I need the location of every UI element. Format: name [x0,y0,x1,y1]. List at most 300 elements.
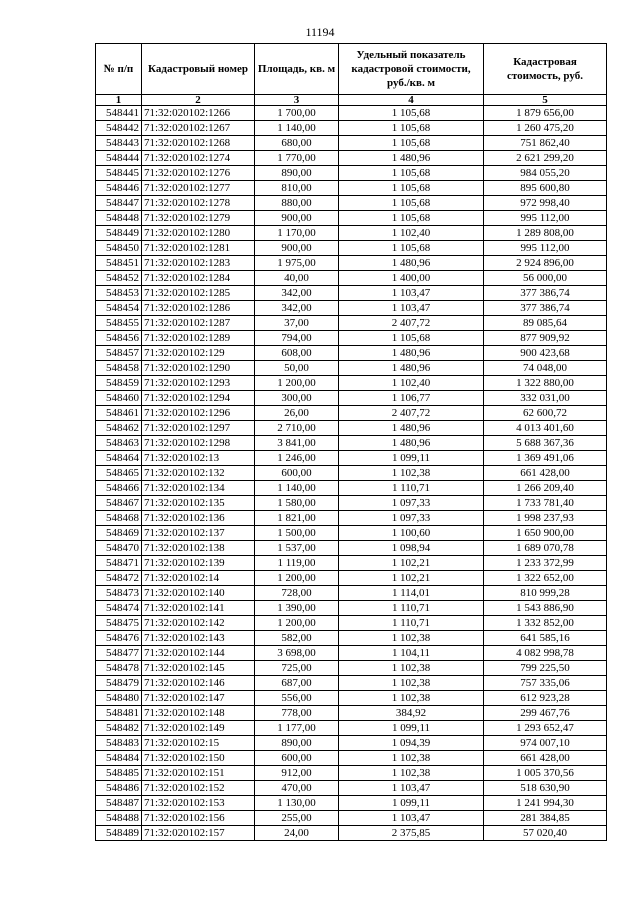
table-row [96,151,607,166]
unit-value-cell: 1 102,38 [339,751,484,766]
header-cadastral-value: Кадастровая стоимость, руб. [484,44,607,95]
table-row [96,421,607,436]
unit-value-cell: 1 105,68 [339,211,484,226]
cadastral-value-cell: 641 585,16 [484,631,607,646]
unit-value-cell: 1 104,11 [339,646,484,661]
cadastral-number-cell: 71:32:020102:1289 [142,331,255,346]
area-cell: 1 140,00 [255,121,339,136]
table-row [96,391,607,406]
cadastral-value-cell: 895 600,80 [484,181,607,196]
row-number-cell: 548482 [96,721,142,736]
cadastral-number-cell: 71:32:020102:147 [142,691,255,706]
cadastral-value-cell: 2 924 896,00 [484,256,607,271]
row-number-cell: 548476 [96,631,142,646]
cadastral-number-cell: 71:32:020102:144 [142,646,255,661]
cadastral-number-cell: 71:32:020102:1290 [142,361,255,376]
cadastral-value-cell: 332 031,00 [484,391,607,406]
cadastral-value-cell: 299 467,76 [484,706,607,721]
cadastral-value-cell: 984 055,20 [484,166,607,181]
cadastral-number-cell: 71:32:020102:145 [142,661,255,676]
cadastral-value-cell: 1 998 237,93 [484,511,607,526]
unit-value-cell: 1 102,38 [339,631,484,646]
cadastral-value-cell: 810 999,28 [484,586,607,601]
cadastral-value-cell: 900 423,68 [484,346,607,361]
row-number-cell: 548460 [96,391,142,406]
table-row [96,301,607,316]
cadastral-number-cell: 71:32:020102:1266 [142,106,255,121]
area-cell: 728,00 [255,586,339,601]
table-row [96,436,607,451]
row-number-cell: 548465 [96,466,142,481]
row-number-cell: 548466 [96,481,142,496]
row-number-cell: 548487 [96,796,142,811]
unit-value-cell: 2 407,72 [339,316,484,331]
table-row [96,406,607,421]
area-cell: 24,00 [255,826,339,841]
area-cell: 3 841,00 [255,436,339,451]
cadastral-value-cell: 751 862,40 [484,136,607,151]
table-row [96,271,607,286]
table-row [96,481,607,496]
unit-value-cell: 1 098,94 [339,541,484,556]
cadastral-value-cell: 4 013 401,60 [484,421,607,436]
cadastral-number-cell: 71:32:020102:1274 [142,151,255,166]
row-number-cell: 548477 [96,646,142,661]
area-cell: 1 177,00 [255,721,339,736]
table-row [96,766,607,781]
row-number-cell: 548489 [96,826,142,841]
unit-value-cell: 2 375,85 [339,826,484,841]
area-cell: 40,00 [255,271,339,286]
cadastral-number-cell: 71:32:020102:1284 [142,271,255,286]
area-cell: 342,00 [255,286,339,301]
area-cell: 1 390,00 [255,601,339,616]
area-cell: 26,00 [255,406,339,421]
cadastral-number-cell: 71:32:020102:150 [142,751,255,766]
table-row [96,181,607,196]
area-cell: 900,00 [255,211,339,226]
table-row [96,826,607,841]
unit-value-cell: 1 102,21 [339,571,484,586]
unit-value-cell: 1 102,40 [339,376,484,391]
cadastral-value-cell: 1 241 994,30 [484,796,607,811]
row-number-cell: 548458 [96,361,142,376]
area-cell: 50,00 [255,361,339,376]
row-number-cell: 548463 [96,436,142,451]
page-number: 11194 [305,25,335,39]
area-cell: 1 200,00 [255,376,339,391]
area-cell: 890,00 [255,166,339,181]
cadastral-number-cell: 71:32:020102:151 [142,766,255,781]
row-number-cell: 548484 [96,751,142,766]
unit-value-cell: 1 103,47 [339,301,484,316]
area-cell: 810,00 [255,181,339,196]
row-number-cell: 548445 [96,166,142,181]
cadastral-value-cell: 74 048,00 [484,361,607,376]
table-row [96,511,607,526]
unit-value-cell: 1 099,11 [339,451,484,466]
unit-value-cell: 1 110,71 [339,481,484,496]
row-number-cell: 548450 [96,241,142,256]
column-number: 2 [142,95,255,106]
cadastral-value-cell: 56 000,00 [484,271,607,286]
row-number-cell: 548480 [96,691,142,706]
table-row [96,676,607,691]
cadastral-number-cell: 71:32:020102:1297 [142,421,255,436]
row-number-cell: 548457 [96,346,142,361]
cadastral-number-cell: 71:32:020102:1281 [142,241,255,256]
table-row [96,211,607,226]
cadastral-value-cell: 661 428,00 [484,751,607,766]
unit-value-cell: 1 102,38 [339,466,484,481]
cadastral-number-cell: 71:32:020102:140 [142,586,255,601]
unit-value-cell: 1 103,47 [339,811,484,826]
row-number-cell: 548447 [96,196,142,211]
cadastral-number-cell: 71:32:020102:143 [142,631,255,646]
cadastral-number-cell: 71:32:020102:1294 [142,391,255,406]
area-cell: 912,00 [255,766,339,781]
cadastral-value-cell: 5 688 367,36 [484,436,607,451]
unit-value-cell: 1 097,33 [339,496,484,511]
table-row [96,631,607,646]
cadastral-value-cell: 4 082 998,78 [484,646,607,661]
table-row [96,616,607,631]
unit-value-cell: 1 114,01 [339,586,484,601]
unit-value-cell: 1 103,47 [339,781,484,796]
table-row [96,496,607,511]
unit-value-cell: 1 099,11 [339,721,484,736]
cadastral-value-cell: 974 007,10 [484,736,607,751]
unit-value-cell: 1 105,68 [339,241,484,256]
table-row [96,166,607,181]
table-row [96,601,607,616]
unit-value-cell: 1 110,71 [339,601,484,616]
row-number-cell: 548442 [96,121,142,136]
area-cell: 608,00 [255,346,339,361]
cadastral-number-cell: 71:32:020102:135 [142,496,255,511]
area-cell: 794,00 [255,331,339,346]
row-number-cell: 548472 [96,571,142,586]
area-cell: 880,00 [255,196,339,211]
unit-value-cell: 1 105,68 [339,196,484,211]
unit-value-cell: 1 102,40 [339,226,484,241]
table-row [96,586,607,601]
row-number-cell: 548446 [96,181,142,196]
cadastral-number-cell: 71:32:020102:149 [142,721,255,736]
area-cell: 890,00 [255,736,339,751]
area-cell: 600,00 [255,466,339,481]
cadastral-number-cell: 71:32:020102:1287 [142,316,255,331]
row-number-cell: 548481 [96,706,142,721]
row-number-cell: 548453 [96,286,142,301]
table-row [96,751,607,766]
unit-value-cell: 1 102,38 [339,676,484,691]
row-number-cell: 548441 [96,106,142,121]
cadastral-value-cell: 1 543 886,90 [484,601,607,616]
cadastral-number-cell: 71:32:020102:141 [142,601,255,616]
area-cell: 3 698,00 [255,646,339,661]
row-number-cell: 548483 [96,736,142,751]
area-cell: 1 975,00 [255,256,339,271]
cadastral-number-cell: 71:32:020102:129 [142,346,255,361]
unit-value-cell: 1 102,38 [339,766,484,781]
area-cell: 556,00 [255,691,339,706]
cadastral-value-cell: 1 322 880,00 [484,376,607,391]
cadastral-number-cell: 71:32:020102:157 [142,826,255,841]
row-number-cell: 548486 [96,781,142,796]
unit-value-cell: 1 400,00 [339,271,484,286]
table-row [96,736,607,751]
header-row-number: № п/п [96,44,142,95]
area-cell: 1 140,00 [255,481,339,496]
column-number: 1 [96,95,142,106]
cadastral-number-cell: 71:32:020102:152 [142,781,255,796]
cadastral-value-cell: 612 923,28 [484,691,607,706]
row-number-cell: 548455 [96,316,142,331]
row-number-cell: 548452 [96,271,142,286]
table-row [96,796,607,811]
cadastral-number-cell: 71:32:020102:1296 [142,406,255,421]
table-row [96,646,607,661]
cadastral-number-cell: 71:32:020102:132 [142,466,255,481]
area-cell: 582,00 [255,631,339,646]
table-row [96,121,607,136]
cadastral-value-cell: 57 020,40 [484,826,607,841]
area-cell: 725,00 [255,661,339,676]
cadastral-number-cell: 71:32:020102:1277 [142,181,255,196]
row-number-cell: 548468 [96,511,142,526]
area-cell: 1 119,00 [255,556,339,571]
row-number-cell: 548449 [96,226,142,241]
unit-value-cell: 1 105,68 [339,181,484,196]
unit-value-cell: 1 105,68 [339,331,484,346]
table-row [96,226,607,241]
cadastral-number-cell: 71:32:020102:13 [142,451,255,466]
row-number-cell: 548448 [96,211,142,226]
area-cell: 1 537,00 [255,541,339,556]
cadastral-value-cell: 377 386,74 [484,301,607,316]
table-row [96,136,607,151]
cadastral-number-cell: 71:32:020102:1268 [142,136,255,151]
row-number-cell: 548451 [96,256,142,271]
table-row [96,256,607,271]
cadastral-value-cell: 972 998,40 [484,196,607,211]
area-cell: 2 710,00 [255,421,339,436]
cadastral-value-cell: 518 630,90 [484,781,607,796]
area-cell: 1 700,00 [255,106,339,121]
header-area: Площадь, кв. м [255,44,339,95]
column-number: 4 [339,95,484,106]
row-number-cell: 548454 [96,301,142,316]
unit-value-cell: 1 110,71 [339,616,484,631]
area-cell: 1 500,00 [255,526,339,541]
table-row [96,196,607,211]
header-unit-value: Удельный показатель кадастровой стоимости, руб./кв. м [339,44,484,95]
table-row [96,466,607,481]
cadastral-number-cell: 71:32:020102:156 [142,811,255,826]
unit-value-cell: 384,92 [339,706,484,721]
cadastral-number-cell: 71:32:020102:15 [142,736,255,751]
cadastral-number-cell: 71:32:020102:14 [142,571,255,586]
row-number-cell: 548471 [96,556,142,571]
area-cell: 1 821,00 [255,511,339,526]
cadastral-number-cell: 71:32:020102:1279 [142,211,255,226]
row-number-cell: 548473 [96,586,142,601]
area-cell: 680,00 [255,136,339,151]
cadastral-value-cell: 1 322 652,00 [484,571,607,586]
cadastral-number-cell: 71:32:020102:148 [142,706,255,721]
table-header-row [96,44,607,95]
table-row [96,106,607,121]
cadastral-number-cell: 71:32:020102:142 [142,616,255,631]
cadastral-value-cell: 1 233 372,99 [484,556,607,571]
row-number-cell: 548456 [96,331,142,346]
cadastral-number-cell: 71:32:020102:1286 [142,301,255,316]
cadastral-value-cell: 1 293 652,47 [484,721,607,736]
unit-value-cell: 1 103,47 [339,286,484,301]
cadastral-value-cell: 62 600,72 [484,406,607,421]
table-row [96,541,607,556]
row-number-cell: 548462 [96,421,142,436]
area-cell: 300,00 [255,391,339,406]
cadastral-number-cell: 71:32:020102:136 [142,511,255,526]
area-cell: 600,00 [255,751,339,766]
cadastral-value-cell: 1 369 491,06 [484,451,607,466]
row-number-cell: 548478 [96,661,142,676]
cadastral-number-cell: 71:32:020102:146 [142,676,255,691]
row-number-cell: 548479 [96,676,142,691]
cadastral-value-cell: 377 386,74 [484,286,607,301]
unit-value-cell: 1 480,96 [339,361,484,376]
cadastral-value-cell: 1 650 900,00 [484,526,607,541]
unit-value-cell: 1 106,77 [339,391,484,406]
cadastral-value-cell: 2 621 299,20 [484,151,607,166]
unit-value-cell: 1 100,60 [339,526,484,541]
unit-value-cell: 1 102,21 [339,556,484,571]
cadastral-number-cell: 71:32:020102:1298 [142,436,255,451]
table-row [96,781,607,796]
cadastral-number-cell: 71:32:020102:1280 [142,226,255,241]
unit-value-cell: 2 407,72 [339,406,484,421]
cadastral-value-cell: 799 225,50 [484,661,607,676]
column-number-row [96,95,607,106]
unit-value-cell: 1 480,96 [339,256,484,271]
table-row [96,331,607,346]
area-cell: 1 200,00 [255,616,339,631]
cadastral-value-cell: 1 289 808,00 [484,226,607,241]
table-row [96,571,607,586]
cadastral-number-cell: 71:32:020102:139 [142,556,255,571]
cadastral-number-cell: 71:32:020102:134 [142,481,255,496]
table-row [96,691,607,706]
cadastral-value-table [95,43,607,841]
area-cell: 342,00 [255,301,339,316]
table-row [96,286,607,301]
area-cell: 1 770,00 [255,151,339,166]
row-number-cell: 548459 [96,376,142,391]
table-row [96,721,607,736]
area-cell: 1 170,00 [255,226,339,241]
table-row [96,556,607,571]
table-body [96,106,607,841]
cadastral-value-cell: 1 260 475,20 [484,121,607,136]
unit-value-cell: 1 099,11 [339,796,484,811]
row-number-cell: 548485 [96,766,142,781]
unit-value-cell: 1 102,38 [339,661,484,676]
row-number-cell: 548467 [96,496,142,511]
cadastral-number-cell: 71:32:020102:153 [142,796,255,811]
column-number: 5 [484,95,607,106]
cadastral-value-cell: 1 266 209,40 [484,481,607,496]
area-cell: 1 200,00 [255,571,339,586]
cadastral-number-cell: 71:32:020102:1293 [142,376,255,391]
row-number-cell: 548464 [96,451,142,466]
table-row [96,811,607,826]
unit-value-cell: 1 480,96 [339,346,484,361]
cadastral-value-cell: 1 005 370,56 [484,766,607,781]
column-number: 3 [255,95,339,106]
cadastral-number-cell: 71:32:020102:137 [142,526,255,541]
cadastral-value-cell: 877 909,92 [484,331,607,346]
area-cell: 470,00 [255,781,339,796]
table-row [96,661,607,676]
cadastral-number-cell: 71:32:020102:1267 [142,121,255,136]
header-cadastral-number: Кадастровый номер [142,44,255,95]
cadastral-value-cell: 1 733 781,40 [484,496,607,511]
cadastral-value-cell: 1 689 070,78 [484,541,607,556]
unit-value-cell: 1 105,68 [339,121,484,136]
cadastral-value-cell: 995 112,00 [484,211,607,226]
cadastral-number-cell: 71:32:020102:1285 [142,286,255,301]
cadastral-value-cell: 995 112,00 [484,241,607,256]
area-cell: 687,00 [255,676,339,691]
table-row [96,451,607,466]
row-number-cell: 548475 [96,616,142,631]
area-cell: 1 246,00 [255,451,339,466]
unit-value-cell: 1 102,38 [339,691,484,706]
row-number-cell: 548444 [96,151,142,166]
cadastral-number-cell: 71:32:020102:1283 [142,256,255,271]
cadastral-value-cell: 281 384,85 [484,811,607,826]
cadastral-number-cell: 71:32:020102:1276 [142,166,255,181]
unit-value-cell: 1 094,39 [339,736,484,751]
table-row [96,526,607,541]
unit-value-cell: 1 105,68 [339,106,484,121]
row-number-cell: 548461 [96,406,142,421]
table-row [96,241,607,256]
area-cell: 255,00 [255,811,339,826]
table-row [96,361,607,376]
unit-value-cell: 1 105,68 [339,136,484,151]
table-row [96,346,607,361]
area-cell: 778,00 [255,706,339,721]
cadastral-value-cell: 661 428,00 [484,466,607,481]
row-number-cell: 548469 [96,526,142,541]
row-number-cell: 548488 [96,811,142,826]
cadastral-value-cell: 1 332 852,00 [484,616,607,631]
unit-value-cell: 1 480,96 [339,151,484,166]
cadastral-value-cell: 1 879 656,00 [484,106,607,121]
cadastral-number-cell: 71:32:020102:138 [142,541,255,556]
table-row [96,376,607,391]
area-cell: 37,00 [255,316,339,331]
row-number-cell: 548443 [96,136,142,151]
cadastral-value-cell: 757 335,06 [484,676,607,691]
unit-value-cell: 1 480,96 [339,421,484,436]
area-cell: 1 580,00 [255,496,339,511]
table-row [96,706,607,721]
area-cell: 1 130,00 [255,796,339,811]
